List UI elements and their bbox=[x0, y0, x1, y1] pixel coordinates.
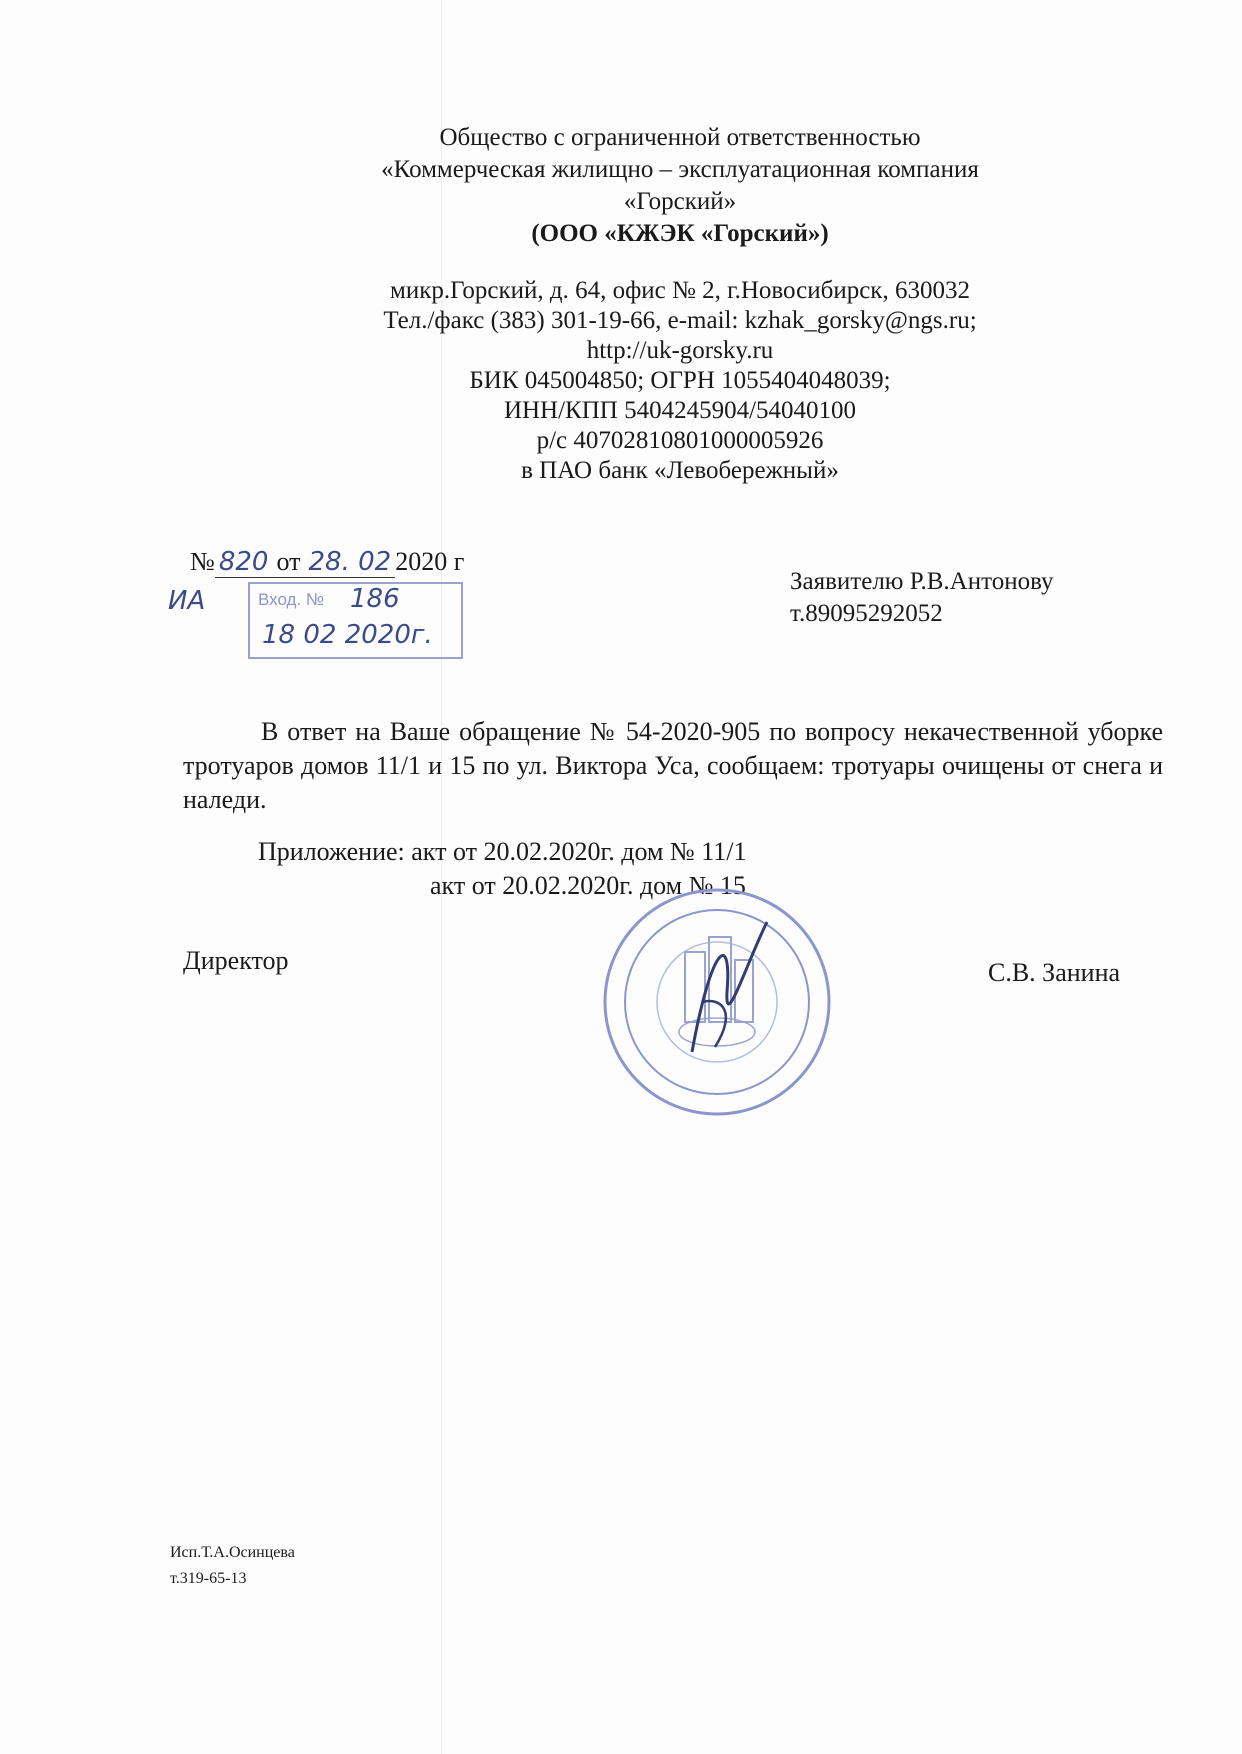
addressee-name: Заявителю Р.В.Антонову bbox=[790, 568, 1054, 595]
signer-name: С.В. Занина bbox=[988, 958, 1121, 987]
executor-footer bbox=[170, 1540, 295, 1592]
stamp-number: 186 bbox=[350, 584, 400, 614]
org-line-1: Общество с ограниченной ответственностью bbox=[439, 124, 921, 151]
attachment-line-2: акт от 20.02.2020г. дом № 15 bbox=[430, 871, 746, 900]
handwritten-date: 28. 02 bbox=[304, 547, 395, 578]
org-short-name: (ООО «КЖЭК «Горский») bbox=[531, 220, 829, 247]
org-line-3: «Горский» bbox=[623, 188, 737, 215]
executor-phone: т.319-65-13 bbox=[170, 1570, 247, 1587]
inn-kpp: ИНН/КПП 5404245904/54040100 bbox=[503, 397, 857, 424]
stamp-label: Вход. № bbox=[258, 590, 325, 609]
executor-name: Исп.Т.А.Осинцева bbox=[170, 1544, 295, 1561]
stamp-date: 18 02 2020г. bbox=[262, 620, 433, 650]
letter-body bbox=[183, 715, 1163, 817]
organization-contacts bbox=[330, 276, 1030, 486]
bank-name: в ПАО банк «Левобережный» bbox=[521, 457, 839, 484]
org-line-2: «Коммерческая жилищно – эксплуатационная компания bbox=[381, 156, 979, 183]
bik-ogrn: БИК 045004850; ОГРН 1055404048039; bbox=[469, 367, 891, 394]
signer-position: Директор bbox=[183, 946, 289, 975]
company-seal-icon bbox=[597, 882, 837, 1122]
phone-email: Тел./факс (383) 301-19-66, e-mail: kzhak_gorsky@ngs.ru; bbox=[383, 307, 977, 334]
bank-account: р/с 40702810801000005926 bbox=[536, 427, 824, 454]
year-suffix: 2020 г bbox=[395, 547, 465, 576]
addressee-phone: т.89095292052 bbox=[790, 600, 943, 627]
handwritten-initials: ИА bbox=[168, 586, 206, 616]
organization-header bbox=[330, 122, 1030, 250]
website: http://uk-gorsky.ru bbox=[586, 337, 774, 364]
attachment-line-1: Приложение: акт от 20.02.2020г. дом № 11/1 bbox=[258, 837, 747, 866]
address: микр.Горский, д. 64, офис № 2, г.Новосибирск, 630032 bbox=[390, 277, 970, 304]
incoming-registration-stamp bbox=[248, 582, 463, 659]
number-prefix: № bbox=[190, 547, 215, 576]
handwritten-number: 820 bbox=[215, 547, 273, 578]
from-label: от bbox=[272, 547, 304, 578]
body-paragraph: В ответ на Ваше обращение № 54-2020-905 по вопросу некачественной уборке тротуаров домов 11/1 и 15 по ул. Виктора Уса, сообщаем: тротуары очищены от снега и наледи. bbox=[183, 717, 1163, 814]
outgoing-number-line bbox=[190, 547, 464, 578]
addressee-block bbox=[790, 566, 1054, 630]
